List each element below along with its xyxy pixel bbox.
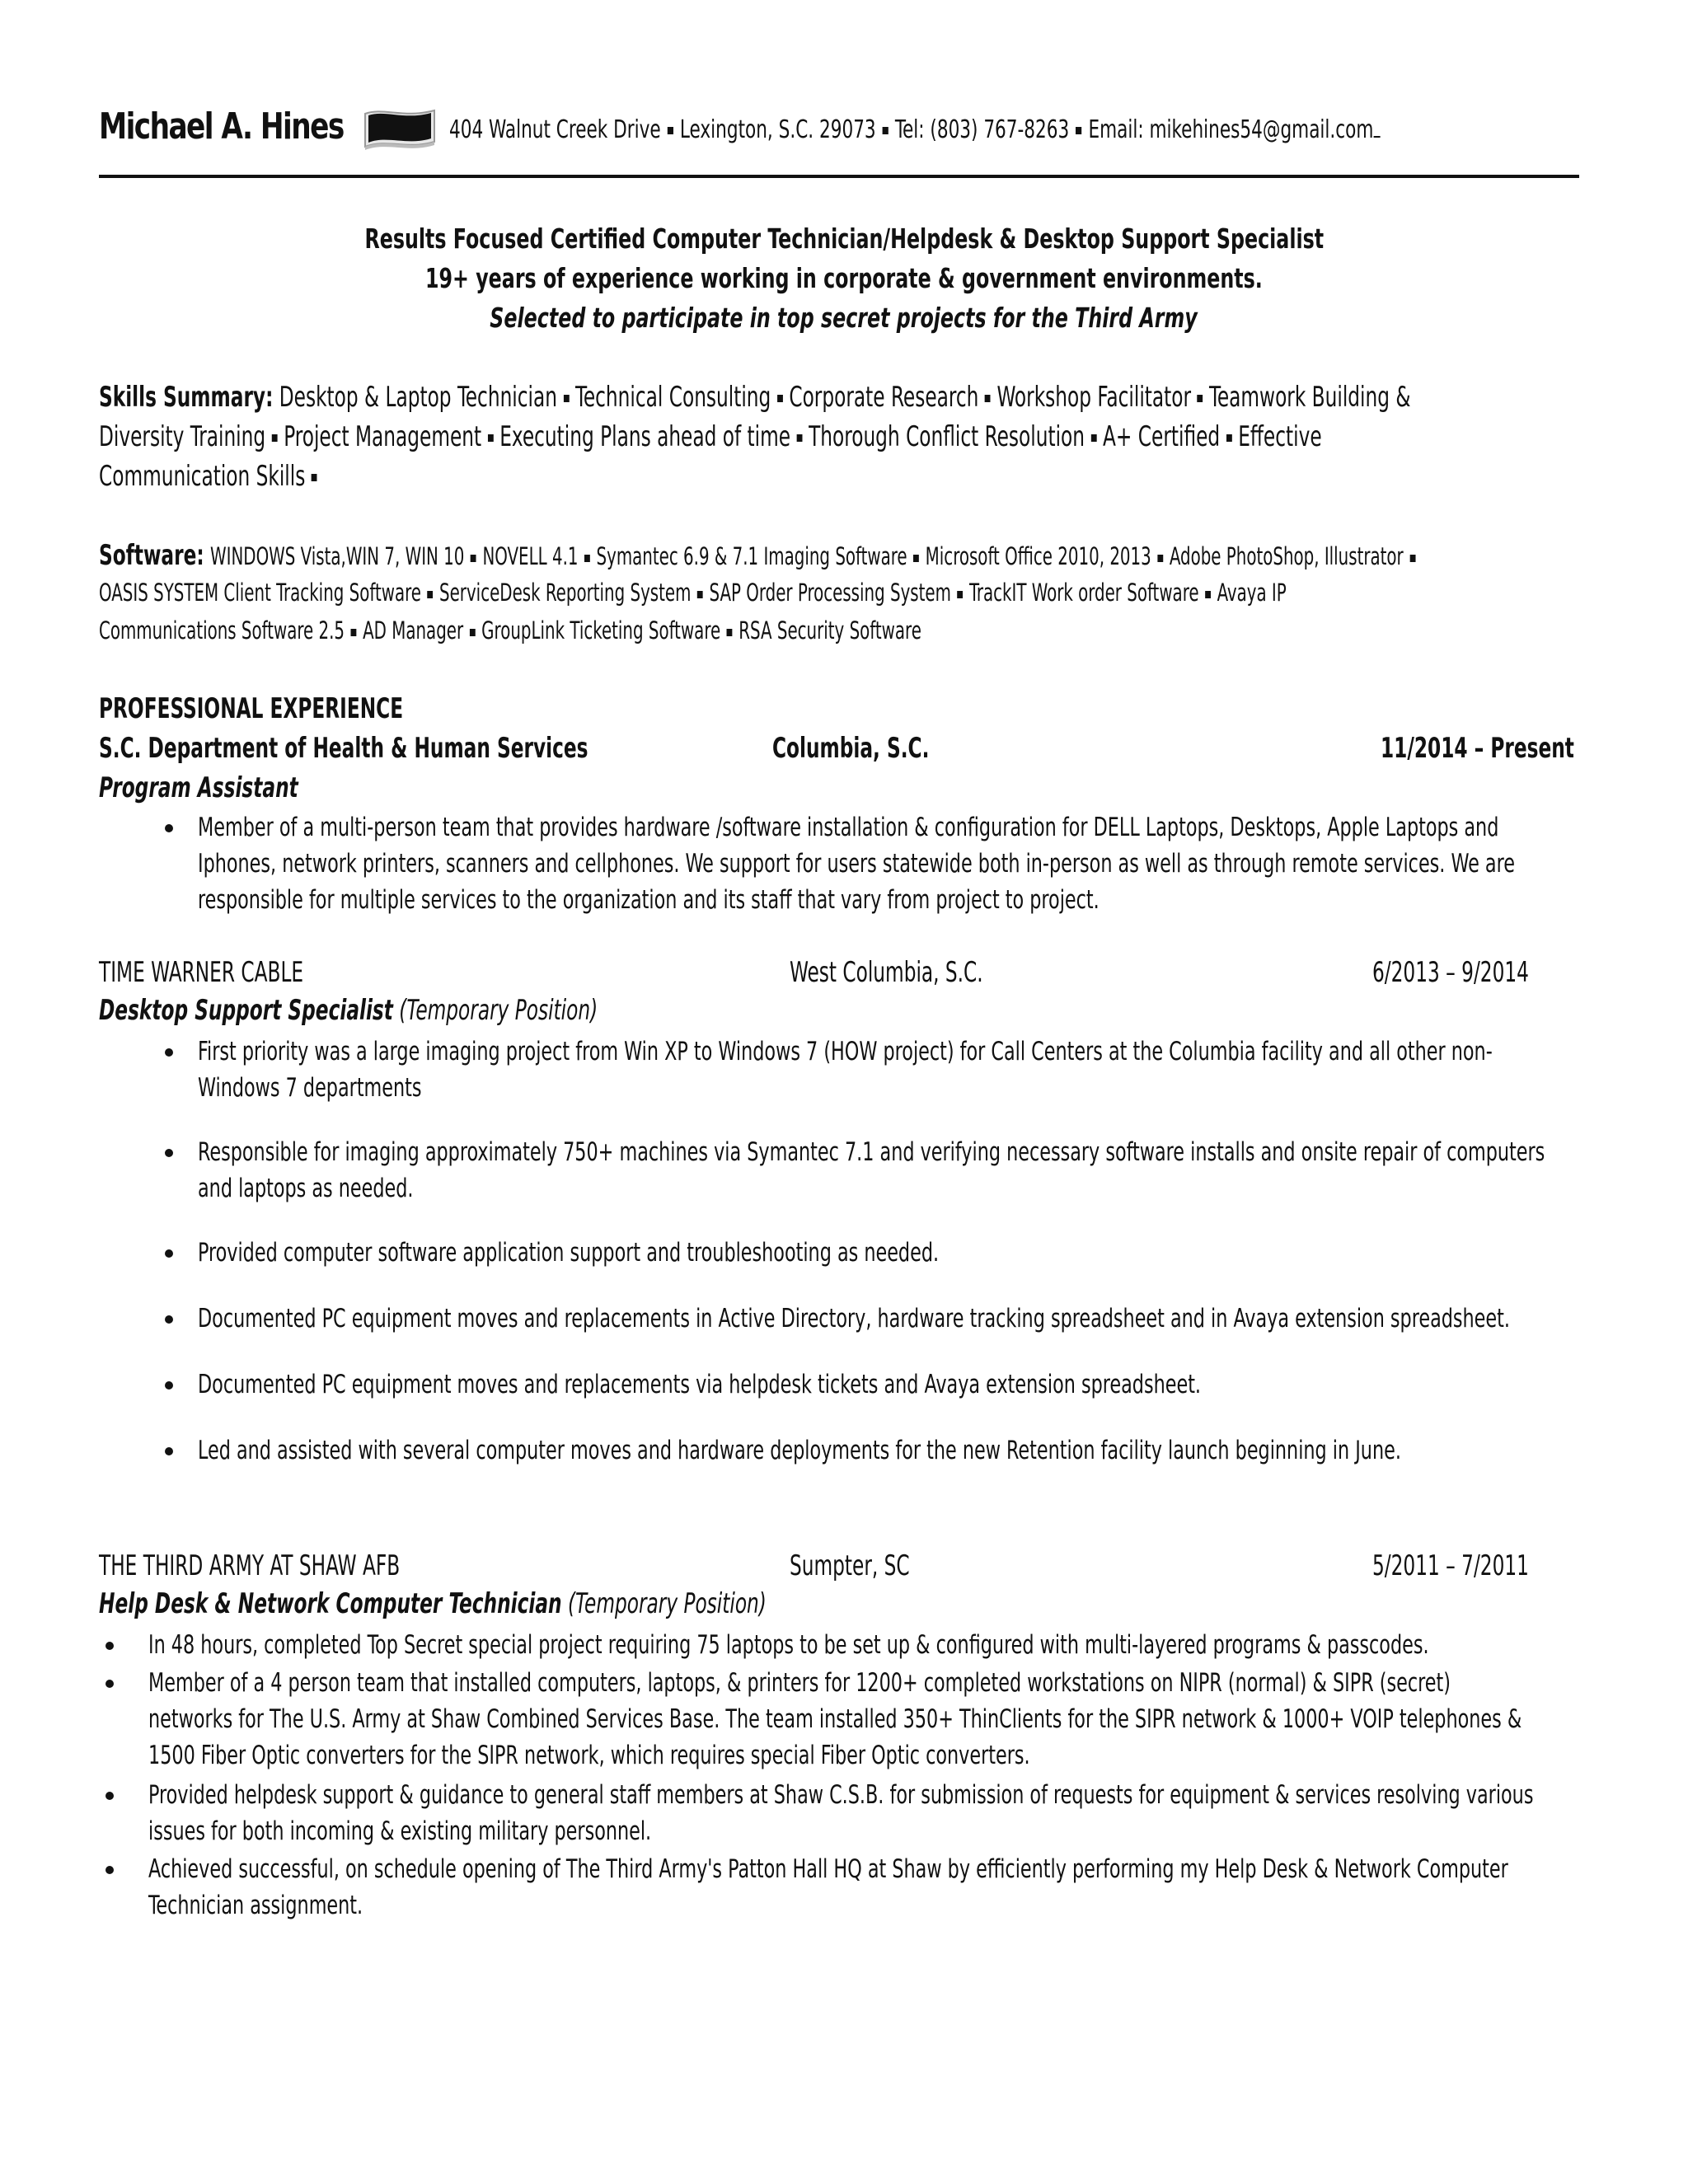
job-location: Columbia, S.C. [772, 732, 930, 765]
bullet-text: Documented PC equipment moves and replacements in Active Directory, hardware tracking spreadsheet and in Avaya extension spreadsheet. [198, 1304, 1510, 1333]
bullet-text: Provided helpdesk support & guidance to general staff members at Shaw C.S.B. for submission of requests for equipment & services resolving various issues for both incoming & existing military personnel. [148, 1780, 1534, 1846]
software-item: ServiceDesk Reporting System [439, 579, 692, 607]
phone: Tel: (803) 767-8263 [894, 115, 1070, 144]
software-item: SAP Order Processing System [709, 579, 951, 607]
contact-line [449, 115, 1380, 144]
skills-label: Skills Summary: [99, 381, 274, 414]
job-title: Program Assistant [99, 771, 298, 804]
bullet-marker [106, 1680, 114, 1688]
software-line-2 [99, 579, 1287, 607]
skill-item: Communication Skills [99, 460, 306, 493]
address: 404 Walnut Creek Drive [449, 115, 661, 144]
job-header [99, 1549, 1582, 1586]
software-label: Software: [99, 539, 204, 572]
headline-title: Results Focused Certified Computer Technician/Helpdesk & Desktop Support Specialist [364, 223, 1324, 255]
job-header [99, 956, 1582, 992]
bullet-marker [106, 1866, 114, 1874]
skill-item: Desktop & Laptop Technician [279, 381, 557, 414]
bullet-marker [165, 1381, 173, 1390]
skill-item: Workshop Facilitator [996, 381, 1192, 414]
software-item: OASIS SYSTEM Client Tracking Software [99, 579, 421, 607]
separator [1076, 127, 1081, 134]
skill-item: Technical Consulting [575, 381, 771, 414]
job-location: Sumpter, SC [790, 1549, 910, 1582]
job-header [99, 732, 1582, 768]
software-item: Adobe PhotoShop, Illustrator [1169, 542, 1404, 570]
software-item: Microsoft Office 2010, 2013 [925, 542, 1151, 570]
city: Lexington, S.C. 29073 [679, 115, 876, 144]
bullet-marker [165, 1149, 173, 1157]
headline-experience: 19+ years of experience working in corporate & government environments. [425, 262, 1263, 294]
bullet-text: In 48 hours, completed Top Secret special project requiring 75 laptops to be set up & configured with multi-layered programs & passcodes. [148, 1630, 1429, 1660]
job-title: Help Desk & Network Computer Technician (Temporary Position) [99, 1587, 767, 1620]
bullet-marker [165, 1249, 173, 1258]
bullet-text: Documented PC equipment moves and replacements via helpdesk tickets and Avaya extension spreadsheet. [198, 1370, 1202, 1399]
software-item: Communications Software 2.5 [99, 616, 345, 644]
skill-item: Teamwork Building & [1209, 381, 1411, 414]
bullet-marker [165, 1315, 173, 1324]
job-dates: 5/2011 – 7/2011 [1372, 1549, 1529, 1582]
software-item: WINDOWS Vista,WIN 7, WIN 10 [210, 542, 465, 570]
skill-item: Effective [1238, 420, 1322, 453]
bullet-marker [165, 824, 173, 832]
skill-item: Project Management [284, 420, 482, 453]
job-location: West Columbia, S.C. [790, 956, 983, 989]
bullet-text: Responsible for imaging approximately 750+ machines via Symantec 7.1 and verifying necessary software installs and onsite repair of computers and laptops as needed. [198, 1137, 1545, 1203]
bullet-text: Led and assisted with several computer moves and hardware deployments for the new Retention facility launch beginning in June. [198, 1436, 1401, 1465]
bullet-text: Member of a multi-person team that provides hardware /software installation & configuration for DELL Laptops, Desktops, Apple Laptops and Iphones, network printers, scanners and cellphones. We support for users statewide both in-person as well as through remote services. We are responsible for multiple services to the organization and its staff that vary from project to project. [198, 813, 1515, 915]
email: Email: mikehines54@gmail.com [1088, 115, 1374, 144]
software-item: RSA Security Software [738, 616, 921, 644]
software-item: NOVELL 4.1 [482, 542, 579, 570]
job-title: Desktop Support Specialist (Temporary Position) [99, 994, 598, 1027]
bullet-text: Achieved successful, on schedule opening of The Third Army's Patton Hall HQ at Shaw by efficiently performing my Help Desk & Network Computer Technician assignment. [148, 1854, 1508, 1920]
section-heading-experience: PROFESSIONAL EXPERIENCE [99, 692, 404, 725]
software-item: Symantec 6.9 & 7.1 Imaging Software [596, 542, 907, 570]
skills-line-3 [99, 460, 323, 493]
employer: TIME WARNER CABLE [99, 956, 304, 989]
skill-item: Executing Plans ahead of time [499, 420, 791, 453]
software-item: Avaya IP [1217, 579, 1287, 607]
software-item: TrackIT Work order Software [968, 579, 1199, 607]
skill-item: A+ Certified [1103, 420, 1221, 453]
bullet-text: Member of a 4 person team that installed computers, laptops, & printers for 1200+ completed workstations on NIPR (normal) & SIPR (secret) networks for The U.S. Army at Shaw Combined Services Base. The team installed 350+ ThinClients for the SIPR network & 1000+ VOIP telephones & 1500 Fiber Optic converters for the SIPR network, which requires special Fiber Optic converters. [148, 1668, 1522, 1770]
software-item: GroupLink Ticketing Software [481, 616, 721, 644]
skill-item: Thorough Conflict Resolution [809, 420, 1085, 453]
separator [883, 127, 889, 134]
bullet-marker [106, 1792, 114, 1800]
bullet-marker [165, 1048, 173, 1057]
separator [668, 127, 673, 134]
job-dates: 11/2014 – Present [1381, 732, 1574, 765]
software-line-1 [99, 539, 1422, 572]
resume-header [99, 101, 1574, 158]
skill-item: Corporate Research [789, 381, 979, 414]
software-line-3 [99, 616, 921, 644]
skill-item: Diversity Training [99, 420, 266, 453]
candidate-name: Michael A. Hines [99, 105, 344, 148]
bullet-text: Provided computer software application support and troubleshooting as needed. [198, 1238, 940, 1268]
skills-line-1 [99, 381, 1411, 414]
software-item: AD Manager [363, 616, 464, 644]
skills-line-2 [99, 420, 1322, 453]
bullet-text: First priority was a large imaging project from Win XP to Windows 7 (HOW project) for Call Centers at the Columbia facility and all other non- Windows 7 departments [198, 1037, 1493, 1103]
employer: S.C. Department of Health & Human Services [99, 732, 588, 765]
bullet-marker [165, 1447, 173, 1455]
flag-icon [359, 105, 441, 155]
bullet-marker [106, 1642, 114, 1650]
headline-highlight: Selected to participate in top secret projects for the Third Army [490, 302, 1198, 334]
header-divider [99, 175, 1579, 178]
employer: THE THIRD ARMY AT SHAW AFB [99, 1549, 401, 1582]
job-dates: 6/2013 – 9/2014 [1372, 956, 1529, 989]
